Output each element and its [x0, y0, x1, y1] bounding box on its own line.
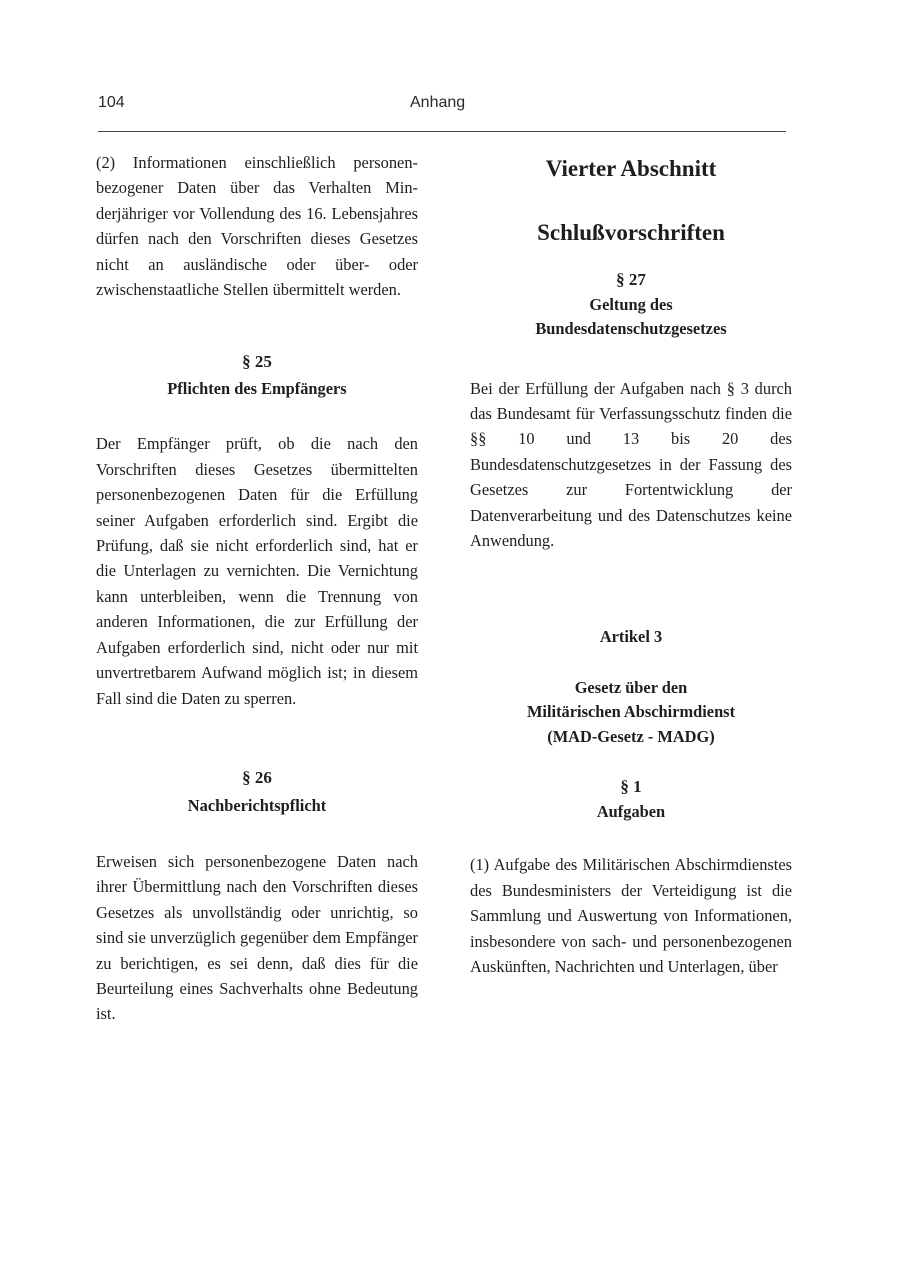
section-27-title-line2: Bundesdatenschutzgesetzes — [535, 319, 727, 338]
section-25-number: § 25 — [242, 352, 272, 372]
artikel-title-line2: Militärischen Abschirmdienst — [526, 702, 736, 722]
section-subheading: Schlußvorschriften — [537, 220, 725, 245]
section-26-title: Nachberichtspflicht — [187, 796, 327, 816]
artikel-title-line1: Gesetz über den — [574, 677, 688, 697]
section-heading: Vierter Abschnitt — [545, 156, 717, 181]
section-25-title: Pflichten des Empfängers — [167, 378, 347, 398]
page-header — [98, 94, 786, 118]
intro-paragraph: (2) Informationen einschließlich personenbezogener Daten über das Verhalten Minderjähriger vor Vollendung des 16. Lebensjahres dürfen nach den Vorschriften dieses Gesetzes nicht an ausländische oder über- oder zwischenstaatliche Stellen übermittelt werden. — [96, 153, 418, 300]
section-25-text: Der Empfänger prüft, ob die nach den Vorschriften dieses Gesetzes übermittelten personenbezogenen Daten für die Erfüllung seiner Aufgaben erforderlich sind. Ergibt die Prüfung, daß sie nicht erforderlich sind, hat er die Unterlagen zu vernichten. Die Vernichtung kann unterbleiben, wenn die Trennung von anderen Informationen, die zur Erfüllung der Aufgaben erforderlich sind, nicht oder nur mit unvertretbarem Aufwand möglich ist; in diesem Fall sind die Daten zu sperren. — [96, 434, 418, 708]
section-26-text: Erweisen sich personenbezogene Daten nach ihrer Übermittlung nach den Vorschriften dieses Gesetzes als unvollständig oder unrichtig, so sind sie unverzüglich gegenüber dem Empfänger zu berichtigen, es sei denn, daß dies für die Beurteilung eines Sachverhalts ohne Bedeutung ist. — [96, 851, 418, 1024]
section-27-number: § 27 — [616, 270, 646, 289]
section-27-title-line1: Geltung des — [589, 294, 673, 314]
artikel-title-line3: (MAD-Gesetz - MADG) — [547, 726, 715, 746]
artikel-label: Artikel 3 — [599, 627, 663, 647]
right-column — [470, 150, 792, 979]
section-26-number: § 26 — [242, 767, 272, 787]
section-27-text: Bei der Erfüllung der Aufgaben nach § 3 durch das Bundesamt für Verfassungsschutz finden die §§ 10 und 13 bis 20 des Bundesdatenschutzgesetzes in der Fassung des Gesetzes zur Fortentwicklung der Datenverarbeitung und des Datenschutzes keine Anwendung. — [470, 378, 792, 550]
section-1-text: (1) Aufgabe des Militärischen Abschirmdienstes des Bundesministers der Verteidigung ist die Sammlung und Auswertung von Informationen, insbesondere von sach- und personenbezogenen Auskünften, Nachrichten und Unterlagen, über — [470, 855, 792, 976]
left-column — [96, 150, 418, 1027]
header-rule — [98, 131, 786, 132]
page-number: 104 — [98, 94, 125, 111]
running-head: Anhang — [410, 94, 466, 111]
section-1-number: § 1 — [620, 777, 642, 797]
section-1-title: Aufgaben — [596, 801, 666, 821]
